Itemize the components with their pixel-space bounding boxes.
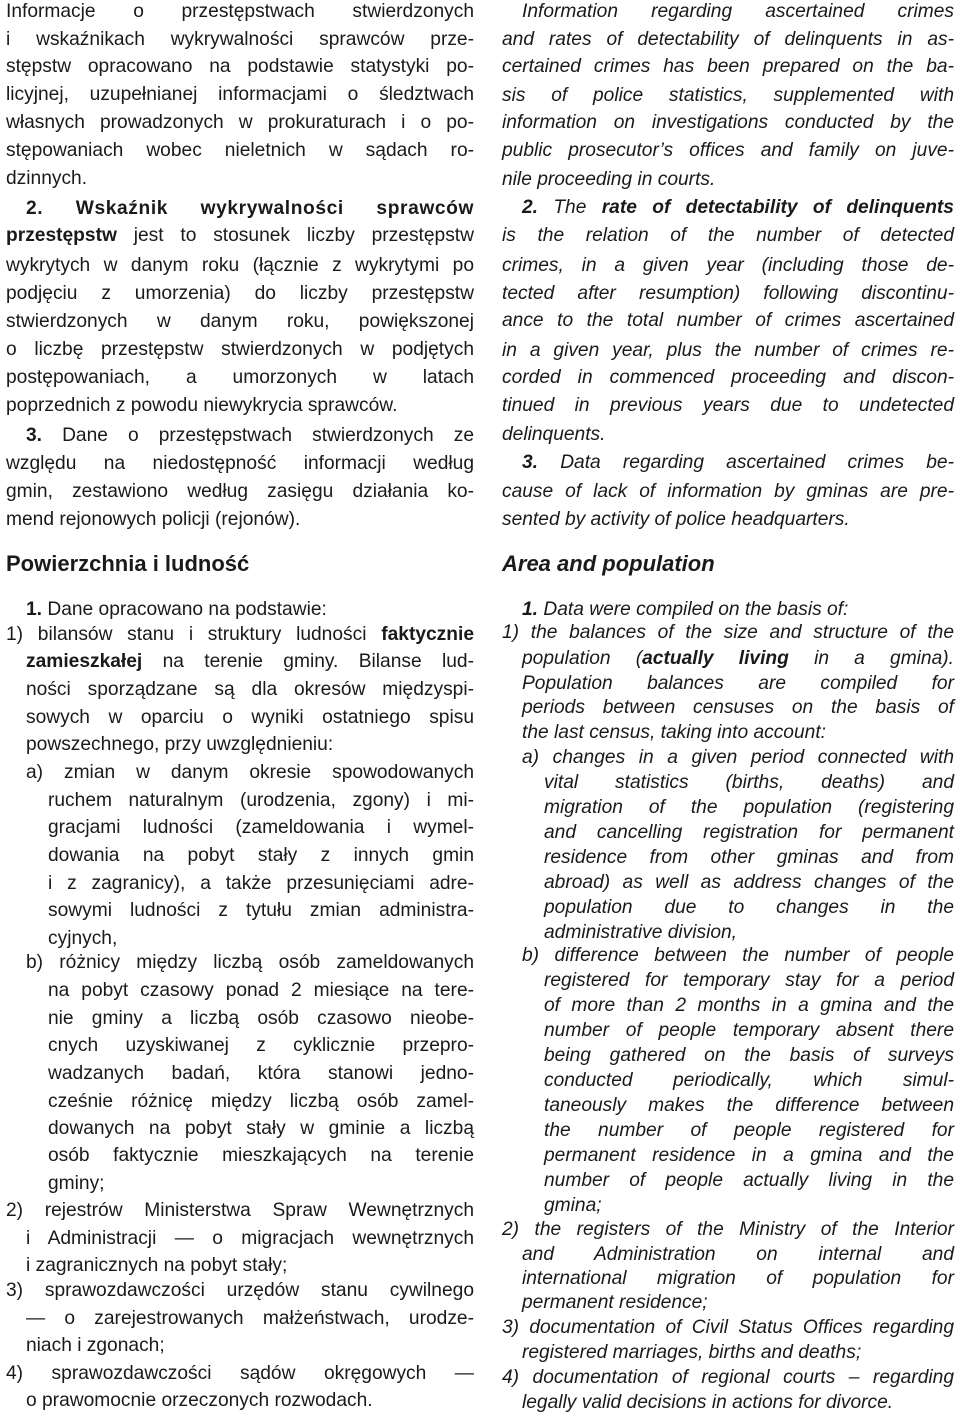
section-number: 1. — [522, 599, 539, 620]
text-line: and Administration on internal and — [522, 1244, 954, 1265]
text-line: taneously makes the difference between — [544, 1095, 954, 1116]
text-line: tected after resumption) following discontinu- — [502, 283, 954, 304]
text-line: i zagranicznych na pobyt stały; — [26, 1255, 288, 1276]
text-line: sented by activity of police headquarters. — [502, 509, 850, 530]
text-line: of more than 2 months in a gmina and the — [544, 995, 954, 1016]
text-line: Information regarding ascertained crimes — [522, 1, 954, 22]
text-line: cyjnych, — [48, 928, 118, 949]
text-line: migration of the population (registering — [544, 797, 954, 818]
text-line: Informacje o przestępstwach stwierdzonych — [6, 1, 474, 22]
text-line: cause of lack of information by gminas are pre- — [502, 481, 954, 502]
text-line: and cancelling registration for permanent — [544, 822, 954, 843]
text-line: corded in commenced proceeding and discon- — [502, 367, 954, 388]
defined-term: zamieszkałej — [26, 651, 143, 672]
text-line: ności sporządzane są dla okresów międzyspi- — [26, 679, 474, 700]
list-item-4-line: 4) documentation of regional courts – regarding — [502, 1367, 954, 1388]
text-line: osób faktycznie mieszkających na terenie — [48, 1145, 474, 1166]
text-line: stępowaniach wobec nieletnich w sądach ro- — [6, 140, 474, 161]
text-line: — o zarejestrowanych małżeństwach, urodze- — [26, 1308, 474, 1329]
text-line: registered for temporary stay for a period — [544, 970, 954, 991]
text-line: abroad) as well as address changes of the — [544, 872, 954, 893]
text-line: permanent residence in a gmina and the — [544, 1145, 954, 1166]
text-line: being gathered on the basis of surveys — [544, 1045, 954, 1066]
section-3-first-line — [26, 422, 474, 450]
section-heading: Powierzchnia i ludność — [6, 551, 250, 576]
list-item-3-line: 3) documentation of Civil Status Offices regarding — [502, 1317, 954, 1338]
text-span: Data were compiled on the basis of: — [543, 599, 849, 620]
text-line: sowych w oparciu o wyniki ostatniego spisu — [26, 707, 474, 728]
defined-term: Wskaźnik wykrywalności sprawców — [75, 198, 474, 219]
text-line: stwierdzonych w danym roku, powiększonej — [6, 311, 474, 332]
section-number: 3. — [522, 452, 539, 473]
text-line: powszechnego, przy uwzględnieniu: — [26, 734, 334, 755]
list-item-b-line: b) difference between the number of people — [522, 945, 954, 966]
text-span: 1) bilansów stanu i struktury ludności — [6, 624, 367, 645]
text-line: administrative division, — [544, 922, 738, 943]
text-line: na pobyt czasowy ponad 2 miesiące na tere- — [48, 980, 474, 1001]
text-line: legally valid decisions in actions for divorce. — [522, 1392, 894, 1413]
text-line: and rates of detectability of delinquents in as- — [502, 29, 954, 50]
text-line: sowymi ludności z tytułu zmian administra- — [48, 900, 474, 921]
text-line: podjęciu z umorzenia) do liczby przestępstw — [6, 283, 474, 304]
text-line: in a given year, plus the number of crimes re- — [502, 340, 954, 361]
text-line: crimes, in a given year (including those de- — [502, 255, 954, 276]
text-line: information on investigations conducted by the — [502, 112, 954, 133]
text-line: Population balances are compiled for — [522, 673, 954, 694]
section-number: 2. — [522, 197, 539, 218]
text-line: stępstw opracowano na podstawie statystyki po- — [6, 56, 474, 77]
text-line: number of people temporary absent there — [544, 1020, 954, 1041]
section-3-first-line — [522, 449, 954, 477]
text-line: wadzanych badań, która stanowi jedno- — [48, 1063, 474, 1084]
text-line: niach i zgonach; — [26, 1335, 165, 1356]
text-line: własnych prowadzonych w prokuraturach i o po- — [6, 112, 474, 133]
text-line: population due to changes in the — [544, 897, 954, 918]
list-item-2-line: 2) the registers of the Ministry of the Interior — [502, 1219, 954, 1240]
defined-term: rate of detectability of delinquents — [601, 197, 954, 218]
text-line: delinquents. — [502, 424, 606, 445]
text-span: Dane opracowano na podstawie: — [47, 599, 327, 620]
list-item-1-line: 1) the balances of the size and structure of the — [502, 622, 954, 643]
text-line — [522, 645, 954, 673]
text-line: względu na niedostępność informacji według — [6, 453, 474, 474]
defined-term: przestępstw — [6, 225, 117, 246]
text-line — [26, 648, 474, 676]
section-2-first-line — [522, 194, 954, 222]
text-line: i wskaźnikach wykrywalności sprawców prze- — [6, 29, 474, 50]
text-line: gmin, zestawiono według zasięgu działania ko- — [6, 481, 474, 502]
text-line: tinued in previous years due to undetected — [502, 395, 954, 416]
text-line: poprzednich z powodu niewykrycia sprawców. — [6, 395, 398, 416]
text-line: i Administracji — o migracjach wewnętrznych — [26, 1228, 474, 1249]
text-line: cześnie różnicę między liczbą osób zamel- — [48, 1091, 474, 1112]
section-2-first-line — [26, 195, 474, 223]
defined-term: actually living — [642, 648, 789, 669]
text-span: The — [553, 197, 587, 218]
text-line: ruchem naturalnym (urodzenia, zgony) i mi- — [48, 790, 474, 811]
text-line: is the relation of the number of detected — [502, 225, 954, 246]
text-line: international migration of population for — [522, 1268, 954, 1289]
text-line: periods between censuses on the basis of — [522, 697, 954, 718]
list-item-a-line: a) changes in a given period connected with — [522, 747, 954, 768]
text-line: sis of police statistics, supplemented with — [502, 85, 954, 106]
section-number: 1. — [26, 599, 43, 620]
text-line: licyjnej, uzupełnianej informacjami o śledztwach — [6, 84, 474, 105]
list-item-1-line — [6, 621, 474, 649]
text-line: ance to the total number of crimes ascertained — [502, 310, 954, 331]
text-line: registered marriages, births and deaths; — [522, 1342, 862, 1363]
subsection-1-first-line — [26, 596, 474, 624]
text-line: o prawomocnie orzeczonych rozwodach. — [26, 1390, 373, 1411]
list-item-b-line: b) różnicy między liczbą osób zameldowanych — [26, 952, 474, 973]
text-line: gminy; — [48, 1173, 105, 1194]
text-line: wykrytych w danym roku (łącznie z wykrytymi po — [6, 255, 474, 276]
list-item-2-line: 2) rejestrów Ministerstwa Spraw Wewnętrznych — [6, 1200, 474, 1221]
text-line: i z zagranicy), a także przesunięciami adre- — [48, 873, 474, 894]
list-item-4-line: 4) sprawozdawczości sądów okręgowych — — [6, 1363, 474, 1384]
text-line: conducted periodically, which simul- — [544, 1070, 954, 1091]
text-line: dowania na pobyt stały z innych gmin — [48, 845, 474, 866]
text-line: dzinnych. — [6, 168, 88, 189]
text-span: Dane o przestępstwach stwierdzonych ze — [62, 425, 474, 446]
text-span: jest to stosunek liczby przestępstw — [133, 225, 474, 246]
text-line: the number of people registered for — [544, 1120, 954, 1141]
text-line: o liczbę przestępstw stwierdzonych w podjętych — [6, 339, 474, 360]
text-line: gracjami ludności (zameldowania i wymel- — [48, 817, 474, 838]
section-heading: Area and population — [502, 551, 715, 576]
text-line: nie gminy a liczbą osób czasowo nieobe- — [48, 1008, 474, 1029]
text-line: mend rejonowych policji (rejonów). — [6, 509, 301, 530]
defined-term: faktycznie — [381, 624, 474, 645]
list-item-a-line: a) zmian w danym okresie spowodowanych — [26, 762, 474, 783]
text-span: population ( — [522, 648, 643, 669]
text-line: vital statistics (births, deaths) and — [544, 772, 954, 793]
text-line: number of people actually living in the — [544, 1170, 954, 1191]
text-line: nile proceeding in courts. — [502, 169, 716, 190]
text-line: dowanych na pobyt stały w gminie a liczbą — [48, 1118, 474, 1139]
text-line: certained crimes has been prepared on the ba- — [502, 56, 954, 77]
text-span: na terenie gminy. Bilanse lud- — [162, 651, 474, 672]
text-span: in a gmina). — [814, 648, 954, 669]
list-item-3-line: 3) sprawozdawczości urzędów stanu cywilnego — [6, 1280, 474, 1301]
text-line — [6, 222, 474, 250]
text-line: residence from other gminas and from — [544, 847, 954, 868]
text-span: Data regarding ascertained crimes be- — [560, 452, 954, 473]
section-number: 3. — [26, 425, 43, 446]
text-line: permanent residence; — [522, 1292, 708, 1313]
text-line: cnych uzyskiwanej z cyklicznie przepro- — [48, 1035, 474, 1056]
section-number: 2. — [26, 198, 44, 219]
text-line: gmina; — [544, 1195, 602, 1216]
text-line: public prosecutor’s offices and family on juve- — [502, 140, 954, 161]
text-line: postępowaniach, a umorzonych w latach — [6, 367, 474, 388]
text-line: the last census, taking into account: — [522, 722, 826, 743]
